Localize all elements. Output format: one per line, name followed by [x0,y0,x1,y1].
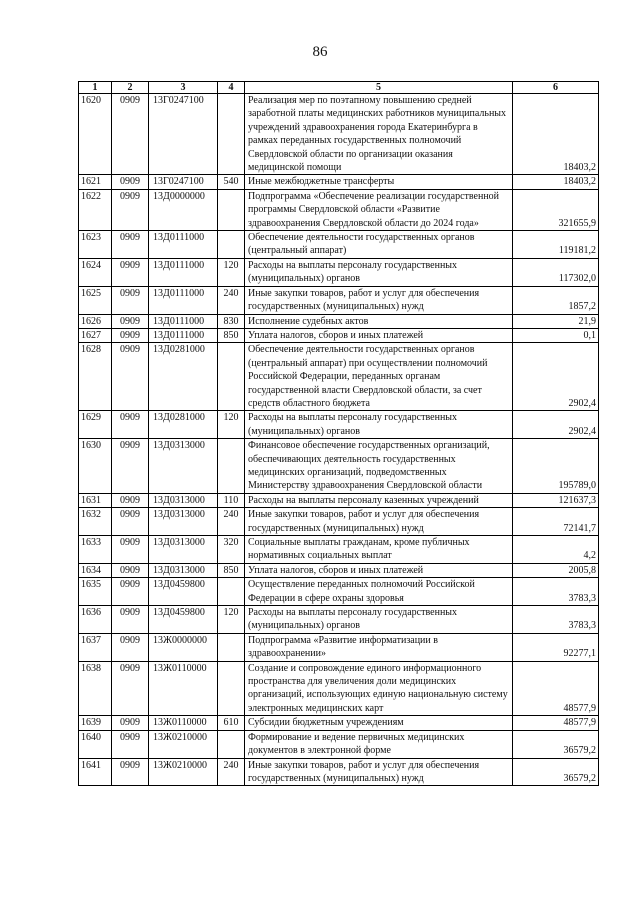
row-number-cell: 1630 [79,439,112,494]
amount-cell: 195789,0 [513,439,599,494]
table-row [79,314,599,328]
target-article-cell: 13Ж0210000 [149,730,218,758]
expense-type-cell [218,94,245,175]
table-row [79,286,599,314]
expense-type-cell [218,578,245,606]
column-header: 2 [112,82,149,94]
section-cell: 0909 [112,328,149,342]
expense-type-cell [218,439,245,494]
target-article-cell: 13Ж0110000 [149,716,218,730]
table-row [79,606,599,634]
target-article-cell: 13Д0000000 [149,189,218,230]
column-header: 1 [79,82,112,94]
target-article-cell: 13Ж0110000 [149,661,218,716]
amount-cell: 21,9 [513,314,599,328]
amount-cell: 0,1 [513,328,599,342]
amount-cell: 18403,2 [513,94,599,175]
row-number-cell: 1629 [79,411,112,439]
expense-type-cell: 240 [218,758,245,786]
amount-cell: 92277,1 [513,633,599,661]
section-cell: 0909 [112,94,149,175]
budget-table [78,81,599,786]
table-row [79,730,599,758]
expense-type-cell [218,661,245,716]
column-header: 6 [513,82,599,94]
expense-type-cell: 110 [218,493,245,507]
row-number-cell: 1639 [79,716,112,730]
item-name-cell: Иные закупки товаров, работ и услуг для обеспечения государственных (муниципальных) нужд [245,508,513,536]
table-row [79,258,599,286]
target-article-cell: 13Д0281000 [149,411,218,439]
table-row [79,578,599,606]
amount-cell: 18403,2 [513,175,599,189]
row-number-cell: 1633 [79,536,112,564]
expense-type-cell: 120 [218,258,245,286]
section-cell: 0909 [112,536,149,564]
expense-type-cell [218,343,245,411]
expense-type-cell: 240 [218,286,245,314]
item-name-cell: Формирование и ведение первичных медицинских документов в электронной форме [245,730,513,758]
section-cell: 0909 [112,606,149,634]
table-row [79,563,599,577]
item-name-cell: Уплата налогов, сборов и иных платежей [245,328,513,342]
expense-type-cell: 120 [218,606,245,634]
target-article-cell: 13Д0111000 [149,314,218,328]
section-cell: 0909 [112,314,149,328]
row-number-cell: 1628 [79,343,112,411]
table-row [79,189,599,230]
expense-type-cell: 850 [218,328,245,342]
row-number-cell: 1626 [79,314,112,328]
column-header: 5 [245,82,513,94]
amount-cell: 119181,2 [513,231,599,259]
item-name-cell: Иные закупки товаров, работ и услуг для обеспечения государственных (муниципальных) нужд [245,758,513,786]
section-cell: 0909 [112,578,149,606]
row-number-cell: 1641 [79,758,112,786]
expense-type-cell: 850 [218,563,245,577]
amount-cell: 36579,2 [513,730,599,758]
amount-cell: 117302,0 [513,258,599,286]
table-row [79,94,599,175]
column-header: 4 [218,82,245,94]
table-body [79,94,599,786]
row-number-cell: 1621 [79,175,112,189]
table-row [79,343,599,411]
target-article-cell: 13Д0111000 [149,286,218,314]
table-row [79,231,599,259]
target-article-cell: 13Д0313000 [149,536,218,564]
target-article-cell: 13Д0313000 [149,439,218,494]
item-name-cell: Реализация мер по поэтапному повышению средней заработной платы медицинских работников муниципальных учреждений здравоохранения города Екатеринбурга в рамках переданных государственных полномочий Свердловской области по организации оказания медицинской помощи [245,94,513,175]
table-row [79,493,599,507]
section-cell: 0909 [112,508,149,536]
amount-cell: 1857,2 [513,286,599,314]
item-name-cell: Расходы на выплаты персоналу государственных (муниципальных) органов [245,258,513,286]
row-number-cell: 1640 [79,730,112,758]
section-cell: 0909 [112,175,149,189]
expense-type-cell: 610 [218,716,245,730]
target-article-cell: 13Д0111000 [149,258,218,286]
amount-cell: 2902,4 [513,343,599,411]
row-number-cell: 1634 [79,563,112,577]
amount-cell: 36579,2 [513,758,599,786]
item-name-cell: Подпрограмма «Обеспечение реализации государственной программы Свердловской области «Развитие здравоохранения Свердловской области до 2024 года» [245,189,513,230]
amount-cell: 4,2 [513,536,599,564]
section-cell: 0909 [112,716,149,730]
target-article-cell: 13Д0313000 [149,563,218,577]
column-header: 3 [149,82,218,94]
item-name-cell: Исполнение судебных актов [245,314,513,328]
amount-cell: 121637,3 [513,493,599,507]
table-header-row [79,82,599,94]
expense-type-cell: 320 [218,536,245,564]
amount-cell: 321655,9 [513,189,599,230]
expense-type-cell: 830 [218,314,245,328]
table-row [79,536,599,564]
target-article-cell: 13Д0111000 [149,328,218,342]
item-name-cell: Иные межбюджетные трансферты [245,175,513,189]
item-name-cell: Обеспечение деятельности государственных органов (центральный аппарат) [245,231,513,259]
expense-type-cell [218,231,245,259]
target-article-cell: 13Г0247100 [149,175,218,189]
row-number-cell: 1623 [79,231,112,259]
item-name-cell: Подпрограмма «Развитие информатизации в здравоохранении» [245,633,513,661]
row-number-cell: 1631 [79,493,112,507]
target-article-cell: 13Ж0210000 [149,758,218,786]
section-cell: 0909 [112,343,149,411]
row-number-cell: 1637 [79,633,112,661]
item-name-cell: Субсидии бюджетным учреждениям [245,716,513,730]
section-cell: 0909 [112,439,149,494]
table-row [79,439,599,494]
expense-type-cell [218,189,245,230]
section-cell: 0909 [112,758,149,786]
item-name-cell: Социальные выплаты гражданам, кроме публичных нормативных социальных выплат [245,536,513,564]
table-row [79,716,599,730]
target-article-cell: 13Ж0000000 [149,633,218,661]
amount-cell: 2902,4 [513,411,599,439]
section-cell: 0909 [112,563,149,577]
section-cell: 0909 [112,231,149,259]
item-name-cell: Расходы на выплаты персоналу государственных (муниципальных) органов [245,606,513,634]
section-cell: 0909 [112,661,149,716]
amount-cell: 48577,9 [513,661,599,716]
section-cell: 0909 [112,189,149,230]
row-number-cell: 1636 [79,606,112,634]
amount-cell: 3783,3 [513,606,599,634]
target-article-cell: 13Д0459800 [149,606,218,634]
section-cell: 0909 [112,411,149,439]
target-article-cell: 13Д0459800 [149,578,218,606]
expense-type-cell [218,633,245,661]
table-row [79,508,599,536]
table-row [79,175,599,189]
item-name-cell: Осуществление переданных полномочий Российской Федерации в сфере охраны здоровья [245,578,513,606]
table-row [79,633,599,661]
row-number-cell: 1622 [79,189,112,230]
expense-type-cell [218,730,245,758]
section-cell: 0909 [112,730,149,758]
expense-type-cell: 240 [218,508,245,536]
item-name-cell: Финансовое обеспечение государственных организаций, обеспечивающих деятельность государственных медицинских организаций, подведомственных Министерству здравоохранения Свердловской области [245,439,513,494]
expense-type-cell: 540 [218,175,245,189]
item-name-cell: Уплата налогов, сборов и иных платежей [245,563,513,577]
target-article-cell: 13Д0313000 [149,493,218,507]
section-cell: 0909 [112,633,149,661]
target-article-cell: 13Д0313000 [149,508,218,536]
target-article-cell: 13Д0281000 [149,343,218,411]
item-name-cell: Расходы на выплаты персоналу государственных (муниципальных) органов [245,411,513,439]
row-number-cell: 1624 [79,258,112,286]
item-name-cell: Расходы на выплаты персоналу казенных учреждений [245,493,513,507]
table-row [79,758,599,786]
table-row [79,411,599,439]
item-name-cell: Обеспечение деятельности государственных органов (центральный аппарат) при осуществлении полномочий Российской Федерации, переданных органам государственной власти Свердловской области, за счет средств областного бюджета [245,343,513,411]
amount-cell: 3783,3 [513,578,599,606]
item-name-cell: Иные закупки товаров, работ и услуг для обеспечения государственных (муниципальных) нужд [245,286,513,314]
row-number-cell: 1627 [79,328,112,342]
table-row [79,661,599,716]
table-row [79,328,599,342]
page-number: 86 [312,44,328,60]
row-number-cell: 1625 [79,286,112,314]
item-name-cell: Создание и сопровождение единого информационного пространства для увеличения доли медицинских организаций, использующих единую национальную систему электронных медицинских карт [245,661,513,716]
row-number-cell: 1632 [79,508,112,536]
amount-cell: 48577,9 [513,716,599,730]
target-article-cell: 13Г0247100 [149,94,218,175]
row-number-cell: 1620 [79,94,112,175]
amount-cell: 2005,8 [513,563,599,577]
row-number-cell: 1635 [79,578,112,606]
section-cell: 0909 [112,258,149,286]
expense-type-cell: 120 [218,411,245,439]
section-cell: 0909 [112,493,149,507]
row-number-cell: 1638 [79,661,112,716]
section-cell: 0909 [112,286,149,314]
amount-cell: 72141,7 [513,508,599,536]
target-article-cell: 13Д0111000 [149,231,218,259]
